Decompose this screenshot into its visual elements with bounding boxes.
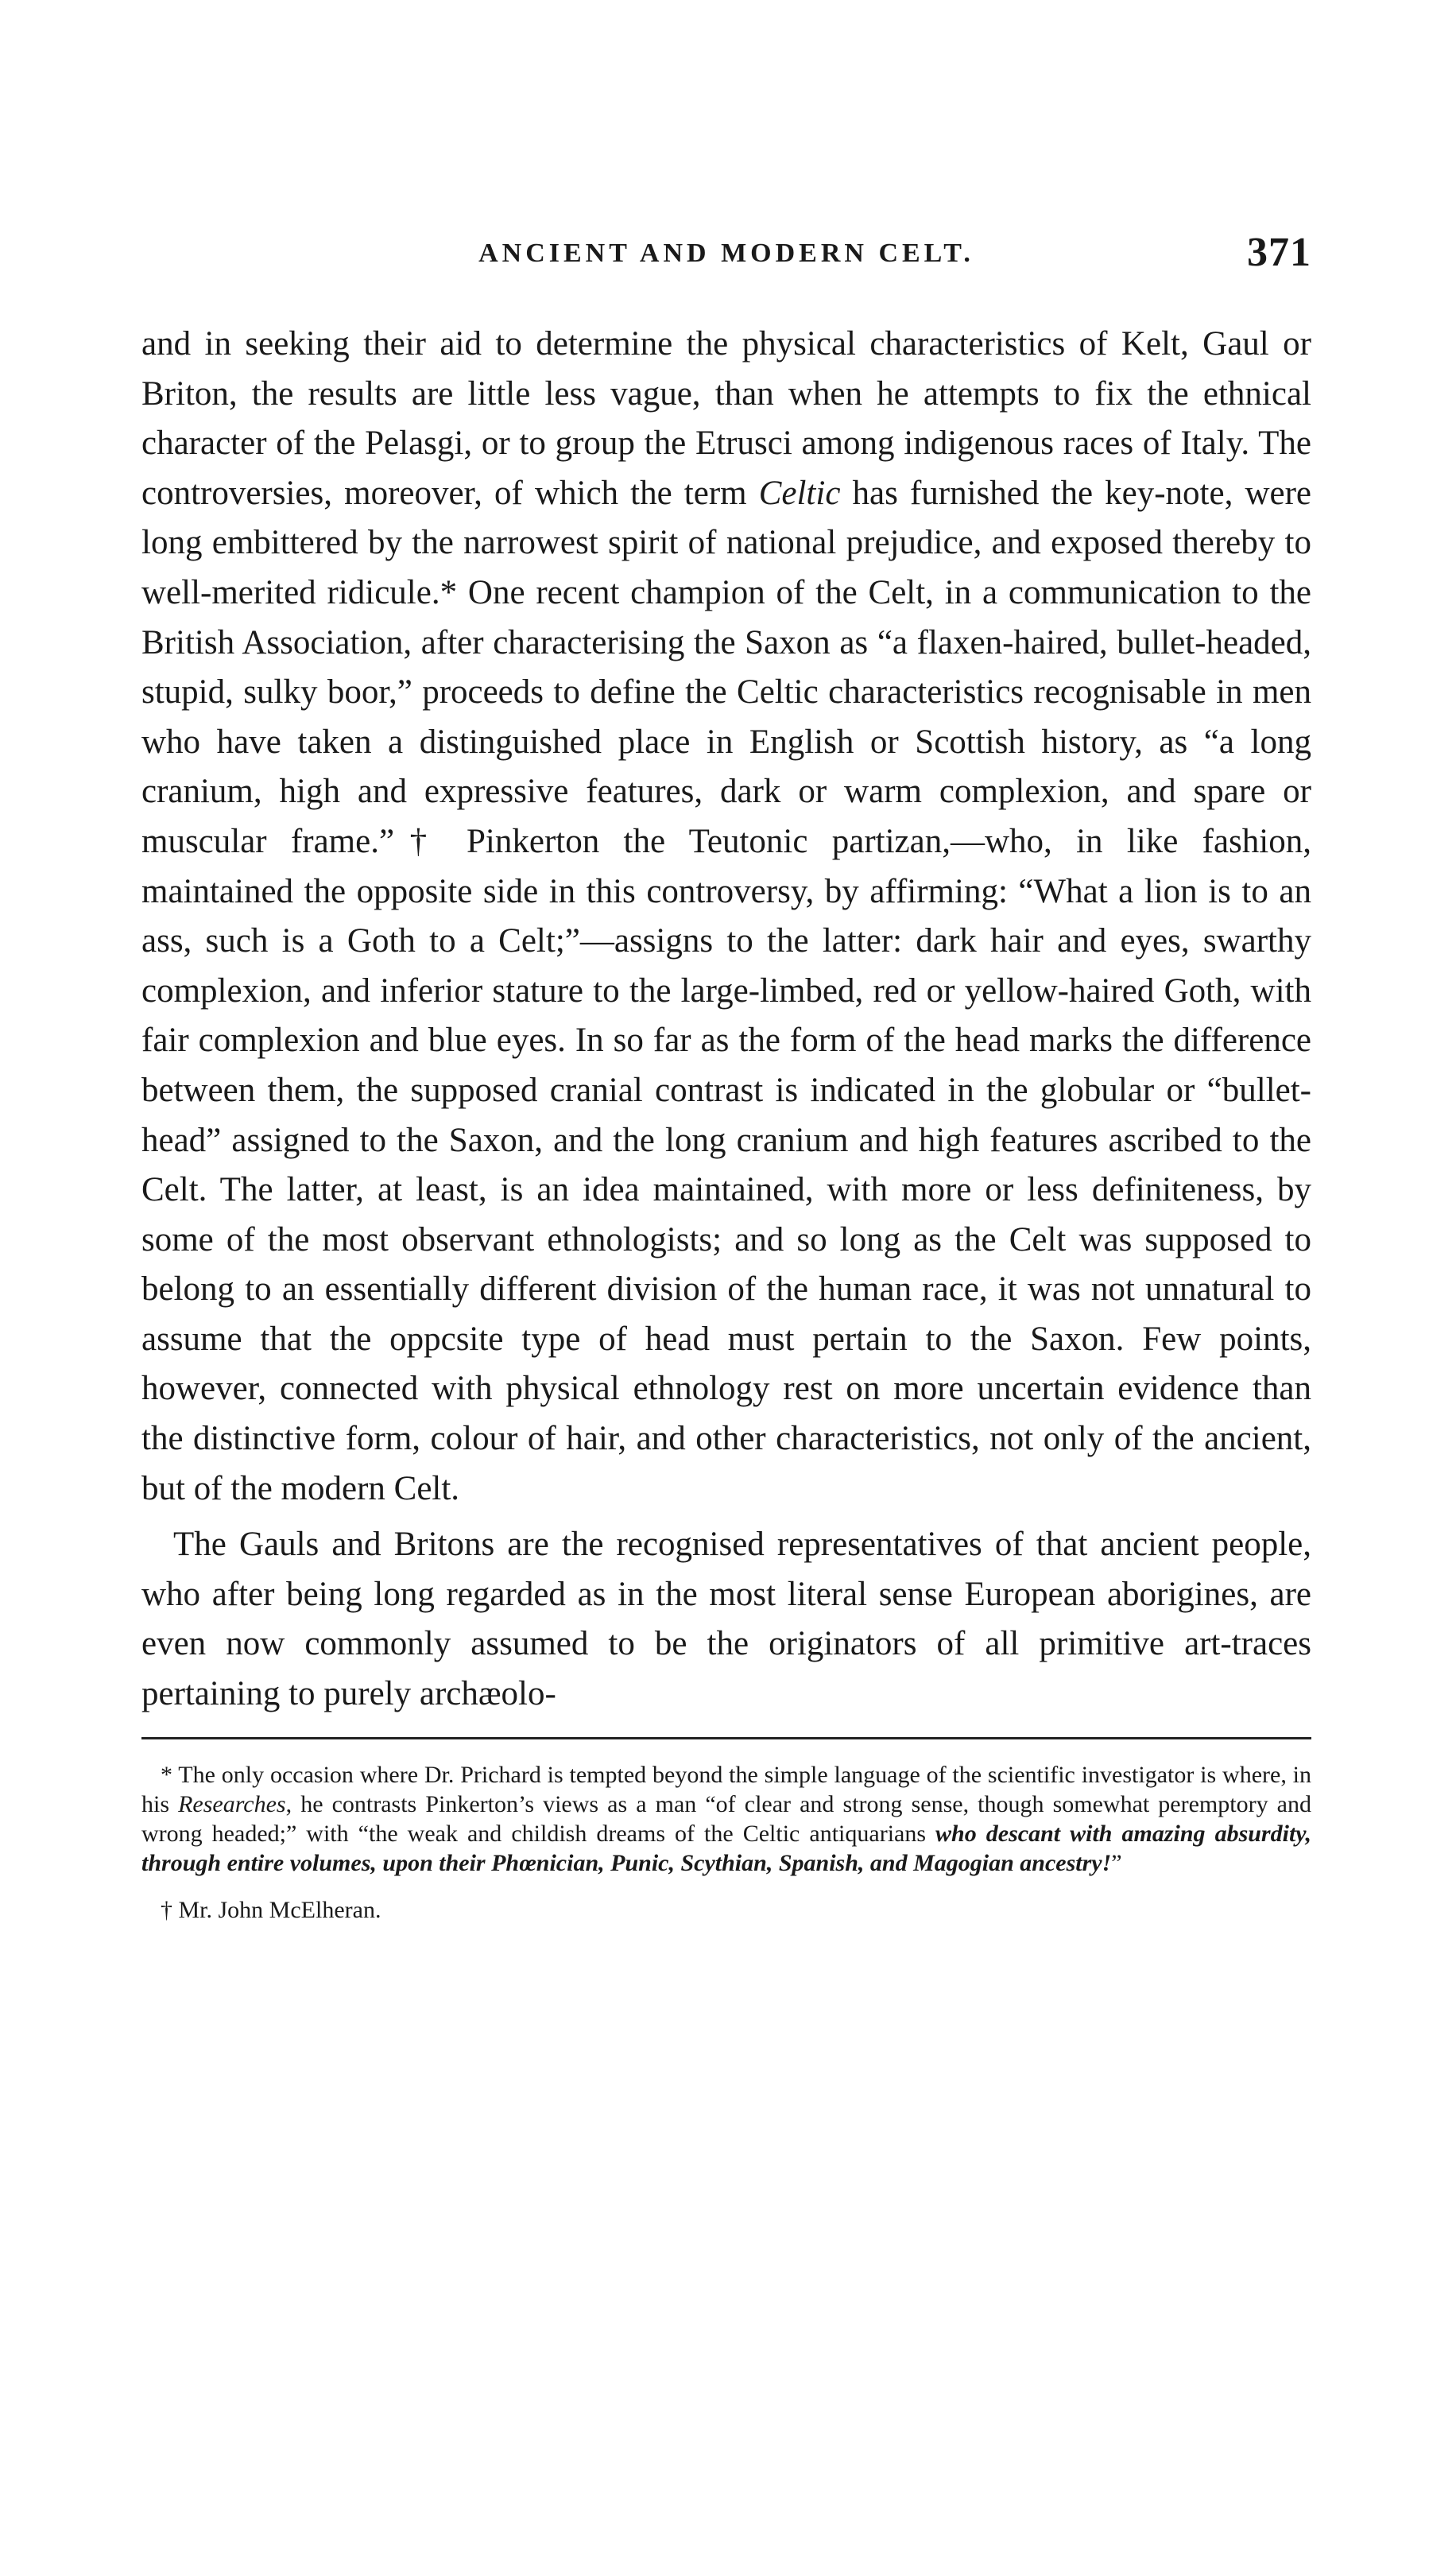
running-title: ANCIENT AND MODERN CELT. <box>478 238 974 268</box>
footnote-1-researches: Researches <box>178 1790 286 1817</box>
paragraph-2: The Gauls and Britons are the recognised representatives of that ancient people, who after being long regarded as in the most literal sense European aborigines, are even now commonly assumed to be the originators of all primitive art-traces pertaining to purely archæolo- <box>141 1526 1311 1713</box>
body-text <box>141 320 1311 1720</box>
footnote-1-text-a: * The only occasion where Dr. Prichard is tempted beyond the simple language of the scientific investigator is where, in his <box>141 1761 1311 1817</box>
footnote-rule <box>141 1737 1311 1739</box>
footnote-2: † Mr. John McElheran. <box>161 1896 381 1923</box>
page-number: 371 <box>1247 230 1311 275</box>
footnote-1-text-c: , he contrasts Pinkerton’s views as a man “of clear and strong sense, though somewhat peremptory and wrong headed;” with “the weak and childish dreams of the Celtic antiquarians <box>141 1790 1311 1847</box>
paragraph-1-text-a: and in seeking their aid to determine the physical characteristics of Kelt, Gaul or Briton, the results are little less vague, than when he attempts to fix the ethnical character of the Pelasgi, or to group the Etrusci among indigenous races of Italy. The controversies, moreover, of which the term <box>141 325 1311 512</box>
running-head <box>141 232 1311 280</box>
paragraph-1-text-c: has furnished the key-note, were long embittered by the narrowest spirit of national prejudice, and exposed thereby to well-merited ridicule.* One recent champion of the Celt, in a communication to the British Association, after characterising the Saxon as “a flaxen-haired, bullet-headed, stupid, sulky boor,” proceeds to define the Celtic characteristics recognisable in men who have taken a distinguished place in English or Scottish history, as “a long cranium, high and expressive features, dark or warm complexion, and spare or muscular frame.”† Pinkerton the Teutonic partizan,—who, in like fashion, maintained the opposite side in this controversy, by affirming: “What a lion is to an ass, such is a Goth to a Celt;”—assigns to the latter: dark hair and eyes, swarthy complexion, and inferior stature to the large-limbed, red or yellow-haired Goth, with fair complexion and blue eyes. In so far as the form of the head marks the difference between them, the supposed cranial contrast is indicated in the globular or “bullet-head” assigned to the Saxon, and the long cranium and high features ascribed to the Celt. The latter, at least, is an idea maintained, with more or less definiteness, by some of the most observant ethnologists; and so long as the Celt was supposed to belong to an essentially different division of the human race, it was not unnatural to assume that the oppcsite type of head must pertain to the Saxon. Few points, however, connected with physical ethnology rest on more uncertain evidence than the distinctive form, colour of hair, and other characteristics, not only of the ancient, but of the modern Celt. <box>141 474 1311 1507</box>
book-page <box>141 232 1311 2538</box>
footnotes <box>141 1760 1311 1925</box>
footnote-1 <box>141 1760 1311 1878</box>
footnote-1-italic-quote: who descant with amazing absurdity, through entire volumes, upon their Phœnician, Punic, Scythian, Spanish, and Magogian ancestry! <box>141 1820 1311 1876</box>
footnote-1-close-quote: ” <box>1111 1849 1122 1876</box>
celtic-term: Celtic <box>758 474 841 512</box>
paragraph-1 <box>141 320 1311 1514</box>
